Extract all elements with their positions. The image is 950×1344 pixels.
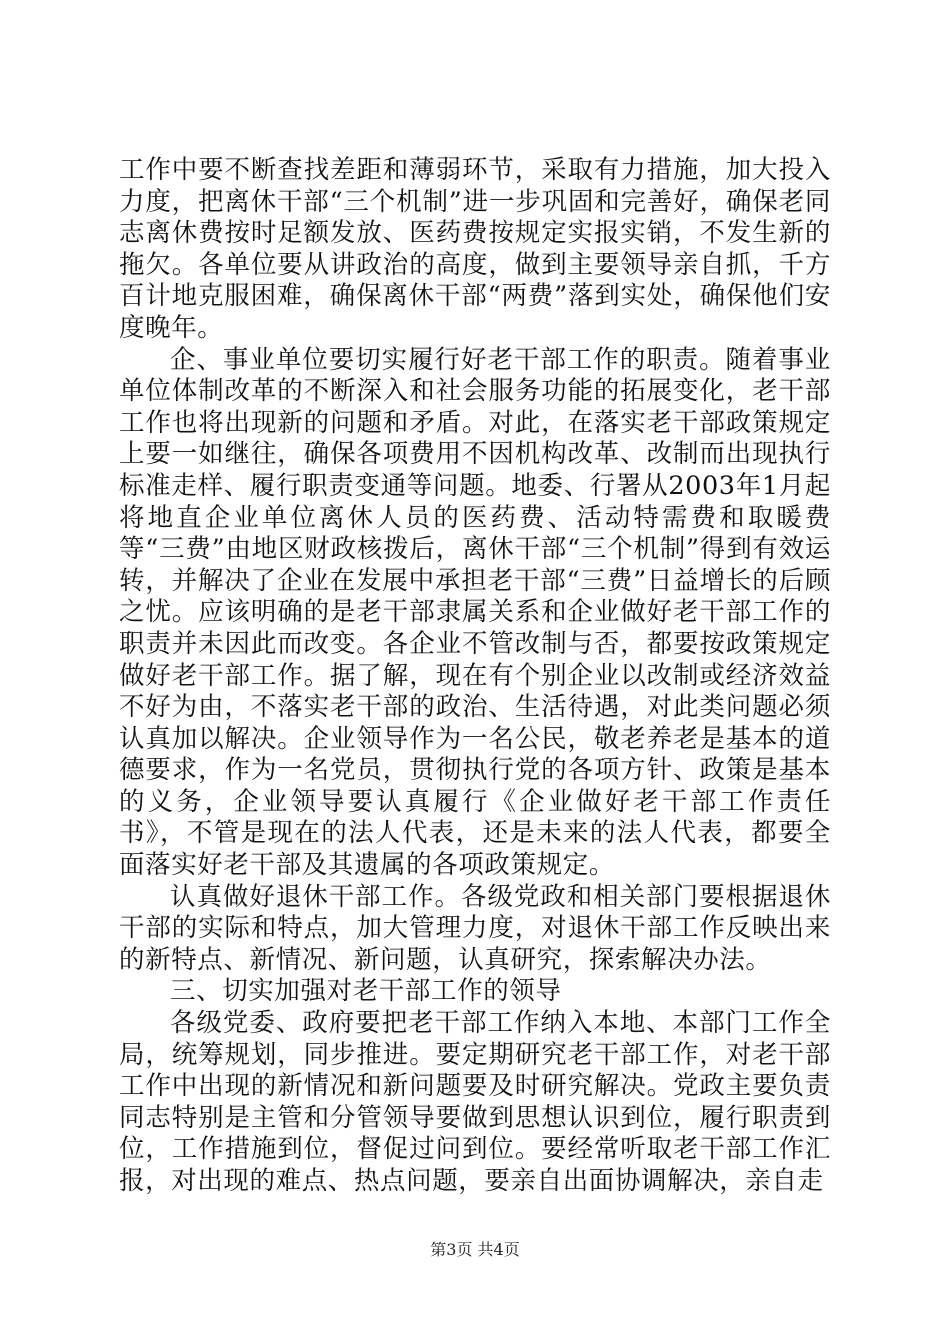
section-heading: 三、切实加强对老干部工作的领导: [170, 976, 562, 1007]
paragraph-3: 认真做好退休干部工作。各级党政和相关部门要根据退休干部的实际和特点，加大管理力度，对退休干部工作反映出来的新特点、新情况、新问题，认真研究，探索解决办法。: [119, 881, 831, 975]
document-body: [119, 155, 831, 1198]
paragraph-4: 各级党委、政府要把老干部工作纳入本地、本部门工作全局，统筹规划，同步推进。要定期研究老干部工作，对老干部工作中出现的新情况和新问题要及时研究解决。党政主要负责同志特别是主管和分管领导要做到思想认识到位，履行职责到位，工作措施到位，督促过问到位。要经常听取老干部工作汇报，对出现的难点、热点问题，要亲自出面协调解决，亲自走: [119, 1008, 831, 1196]
paragraph-2: 企、事业单位要切实履行好老干部工作的职责。随着事业单位体制改革的不断深入和社会服务功能的拓展变化，老干部工作也将出现新的问题和矛盾。对此，在落实老干部政策规定上要一如继往，确保各项费用不因机构改革、改制而出现执行标准走样、履行职责变通等问题。地委、行署从2003年1月起将地直企业单位离休人员的医药费、活动特需费和取暖费等“三费”由地区财政核拨后，离休干部“三个机制”得到有效运转，并解决了企业在发展中承担老干部“三费”日益增长的后顾之忧。应该明确的是老干部隶属关系和企业做好老干部工作的职责并未因此而改变。各企业不管改制与否，都要按政策规定做好老干部工作。据了解，现在有个别企业以改制或经济效益不好为由，不落实老干部的政治、生活待遇，对此类问题必须认真加以解决。企业领导作为一名公民，敬老养老是基本的道德要求，作为一名党员，贯彻执行党的各项方针、政策是基本的义务，企业领导要认真履行《企业做好老干部工作责任书》，不管是现在的法人代表，还是未来的法人代表，都要全面落实好老干部及其遗属的各项政策规定。: [119, 344, 831, 881]
page-footer: 第3页 共4页: [430, 1240, 520, 1259]
paragraph-1: 工作中要不断查找差距和薄弱环节，采取有力措施，加大投入力度，把离休干部“三个机制”进一步巩固和完善好，确保老同志离休费按时足额发放、医药费按规定实报实销，不发生新的拖欠。各单位要从讲政治的高度，做到主要领导亲自抓，千方百计地克服困难，确保离休干部“两费”落到实处，确保他们安度晚年。: [119, 155, 831, 343]
